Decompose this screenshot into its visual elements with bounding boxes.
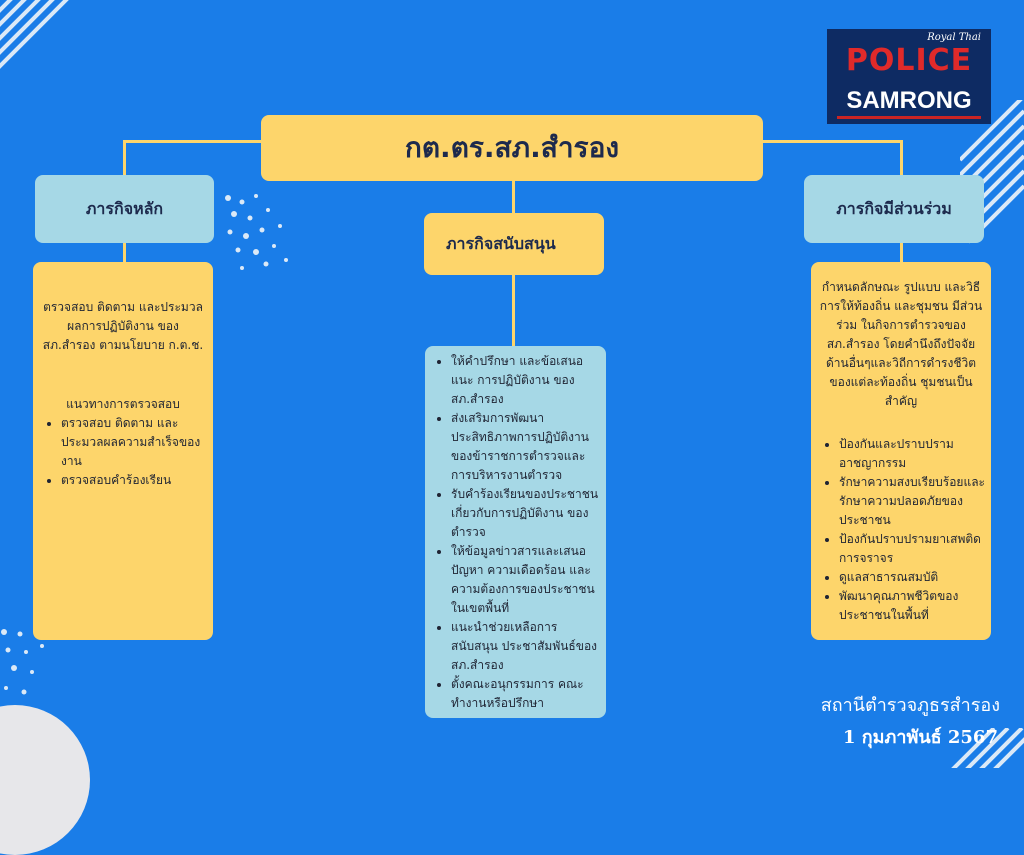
footer-station-name: สถานีตำรวจภูธรสำรอง xyxy=(820,695,1000,716)
participation-paragraph: กำหนดลักษณะ รูปแบบ และวิธีการให้ท้องถิ่น และชุมชน มีส่วนร่วม ในกิจการตำรวจของ สภ.สำรอง โดยคำนึงถึงปัจจัยด้านอื่นๆและวิถีการดำรงชีวิตของแต่ละท้องถิ่น ชุมชนเป็นสำคัญ xyxy=(819,280,983,408)
participation-list xyxy=(817,435,985,625)
list-item: • รักษาความสงบเรียบร้อยและรักษาความปลอดภัยของประชาชน xyxy=(839,473,985,530)
inspection-guidelines-list xyxy=(39,414,207,490)
connector-center-down xyxy=(512,274,515,348)
support-mission-card xyxy=(425,346,606,718)
list-item: • ป้องกันและปราบปรามอาชญากรรม xyxy=(839,435,985,473)
participation-mission-heading: ภารกิจมีส่วนร่วม xyxy=(804,175,984,243)
support-mission-list xyxy=(429,352,600,713)
list-item: • ตรวจสอบคำร้องเรียน xyxy=(61,471,207,490)
inspection-guidelines-heading: แนวทางการตรวจสอบ xyxy=(66,397,180,411)
connector-center-top xyxy=(512,180,515,214)
list-item: • พัฒนาคุณภาพชีวิตของประชาชนในพื้นที่ xyxy=(839,587,985,625)
list-item: • แนะนำช่วยเหลือการสนับสนุน ประชาสัมพันธ์ของ สภ.สำรอง xyxy=(451,618,600,675)
org-title: กต.ตร.สภ.สำรอง xyxy=(261,115,763,181)
decorative-dots-top xyxy=(222,192,302,282)
list-item: • รับคำร้องเรียนของประชาชนเกี่ยวกับการปฏิบัติงาน ของตำรวจ xyxy=(451,485,600,542)
main-mission-heading: ภารกิจหลัก xyxy=(35,175,214,243)
logo-small-text: Royal Thai xyxy=(927,32,981,43)
list-item: • ให้คำปรึกษา และข้อเสนอแนะ การปฏิบัติงาน ของ สภ.สำรอง xyxy=(451,352,600,409)
logo-station-text: SAMRONG xyxy=(846,87,972,114)
decorative-stripes-top-left xyxy=(0,0,80,70)
connector-top-left-vertical xyxy=(123,140,126,176)
logo-underline xyxy=(837,116,981,119)
logo-police-text: POLICE xyxy=(845,43,973,78)
list-item: • ตรวจสอบ ติดตาม และประมวลผลความสำเร็จของงาน xyxy=(61,414,207,471)
list-item: • ดูแลสาธารณสมบัติ xyxy=(839,568,985,587)
connector-top-right-vertical xyxy=(900,140,903,176)
footer-date: 1 กุมภาพันธ์ 2567 xyxy=(842,727,998,748)
list-item: • ให้ข้อมูลข่าวสารและเสนอปัญหา ความเดือดร้อน และความต้องการของประชาชนในเขตพื้นที่ xyxy=(451,542,600,618)
connector-left-down xyxy=(123,242,126,262)
connector-top-left-horizontal xyxy=(123,140,263,143)
decorative-circle xyxy=(0,705,90,855)
support-mission-heading: ภารกิจสนับสนุน xyxy=(424,213,604,275)
connector-right-down xyxy=(900,242,903,262)
list-item: • ตั้งคณะอนุกรรมการ คณะทำงานหรือปรึกษา xyxy=(451,675,600,713)
main-mission-card xyxy=(33,262,213,640)
list-item: • ส่งเสริมการพัฒนาประสิทธิภาพการปฏิบัติงาน ของข้าราชการตำรวจและการบริหารงานตำรวจ xyxy=(451,409,600,485)
participation-mission-card xyxy=(811,262,991,640)
list-item: • ป้องกันปราบปรามยาเสพติดการจราจร xyxy=(839,530,985,568)
connector-top-right-horizontal xyxy=(762,140,902,143)
police-logo xyxy=(827,29,991,124)
main-mission-paragraph: ตรวจสอบ ติดตาม และประมวลผลการปฏิบัติงาน ของ สภ.สำรอง ตามนโยบาย ก.ต.ช. xyxy=(42,300,204,352)
